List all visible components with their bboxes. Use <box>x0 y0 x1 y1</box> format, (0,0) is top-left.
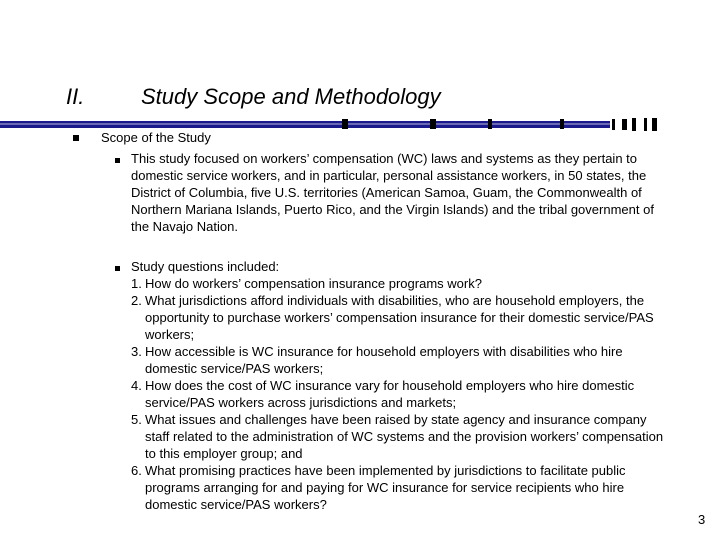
divider-tick-7 <box>632 118 636 131</box>
question-text: What jurisdictions afford individuals with disabilities, who are household employers, the opportunity to purchase workers’ compensation insurance for their domestic service/PAS workers; <box>145 293 654 342</box>
level2-bullet-icon <box>115 158 120 163</box>
level2-bullet-icon <box>115 266 120 271</box>
list-item <box>131 292 671 343</box>
question-text: How does the cost of WC insurance vary for household employers who hire domestic service/PAS workers across jurisdictions and markets; <box>145 378 635 410</box>
divider-tick-5 <box>612 119 615 130</box>
question-number: 3. <box>131 344 142 359</box>
study-questions-block <box>131 258 671 513</box>
questions-list <box>131 275 671 513</box>
page-number: 3 <box>698 512 706 527</box>
list-item <box>131 462 671 513</box>
question-number: 1. <box>131 276 142 291</box>
divider-highlight <box>0 123 610 125</box>
list-item <box>131 343 671 377</box>
list-item <box>131 275 671 292</box>
divider-tick-8 <box>644 118 647 131</box>
list-item <box>131 411 671 462</box>
title-divider <box>0 118 660 132</box>
level1-bullet-icon <box>73 135 79 141</box>
divider-tick-4 <box>560 119 564 129</box>
divider-tick-9 <box>652 118 657 131</box>
question-number: 6. <box>131 463 142 478</box>
question-text: How do workers’ compensation insurance programs work? <box>145 276 482 291</box>
section-number: II. <box>66 84 85 109</box>
question-text: How accessible is WC insurance for household employers with disabilities who hire domestic service/PAS workers; <box>145 344 623 376</box>
question-number: 4. <box>131 378 142 393</box>
questions-intro: Study questions included: <box>131 259 280 274</box>
list-item <box>131 377 671 411</box>
question-text: What promising practices have been implemented by jurisdictions to facilitate public programs arranging for and paying for WC insurance for service recipients who hire domestic service/PAS workers? <box>145 463 626 512</box>
divider-tick-3 <box>488 119 492 129</box>
question-number: 2. <box>131 293 142 308</box>
slide-title: Study Scope and Methodology <box>141 84 441 109</box>
divider-tick-1 <box>342 119 348 129</box>
divider-tick-6 <box>622 119 627 130</box>
divider-tick-2 <box>430 119 436 129</box>
question-number: 5. <box>131 412 142 427</box>
scope-heading: Scope of the Study <box>101 130 211 145</box>
scope-description: This study focused on workers’ compensation (WC) laws and systems as they pertain to domestic service workers, and in particular, personal assistance workers, in 50 states, the District of Columbia, five U.S. territories (American Samoa, Guam, the Commonwealth of Northern Mariana Islands, Puerto Rico, and the Virgin Islands) and the tribal government of the Navajo Nation. <box>131 151 654 234</box>
question-text: What issues and challenges have been raised by state agency and insurance company staff related to the administration of WC systems and the provision workers’ compensation to this employer group; and <box>145 412 664 461</box>
